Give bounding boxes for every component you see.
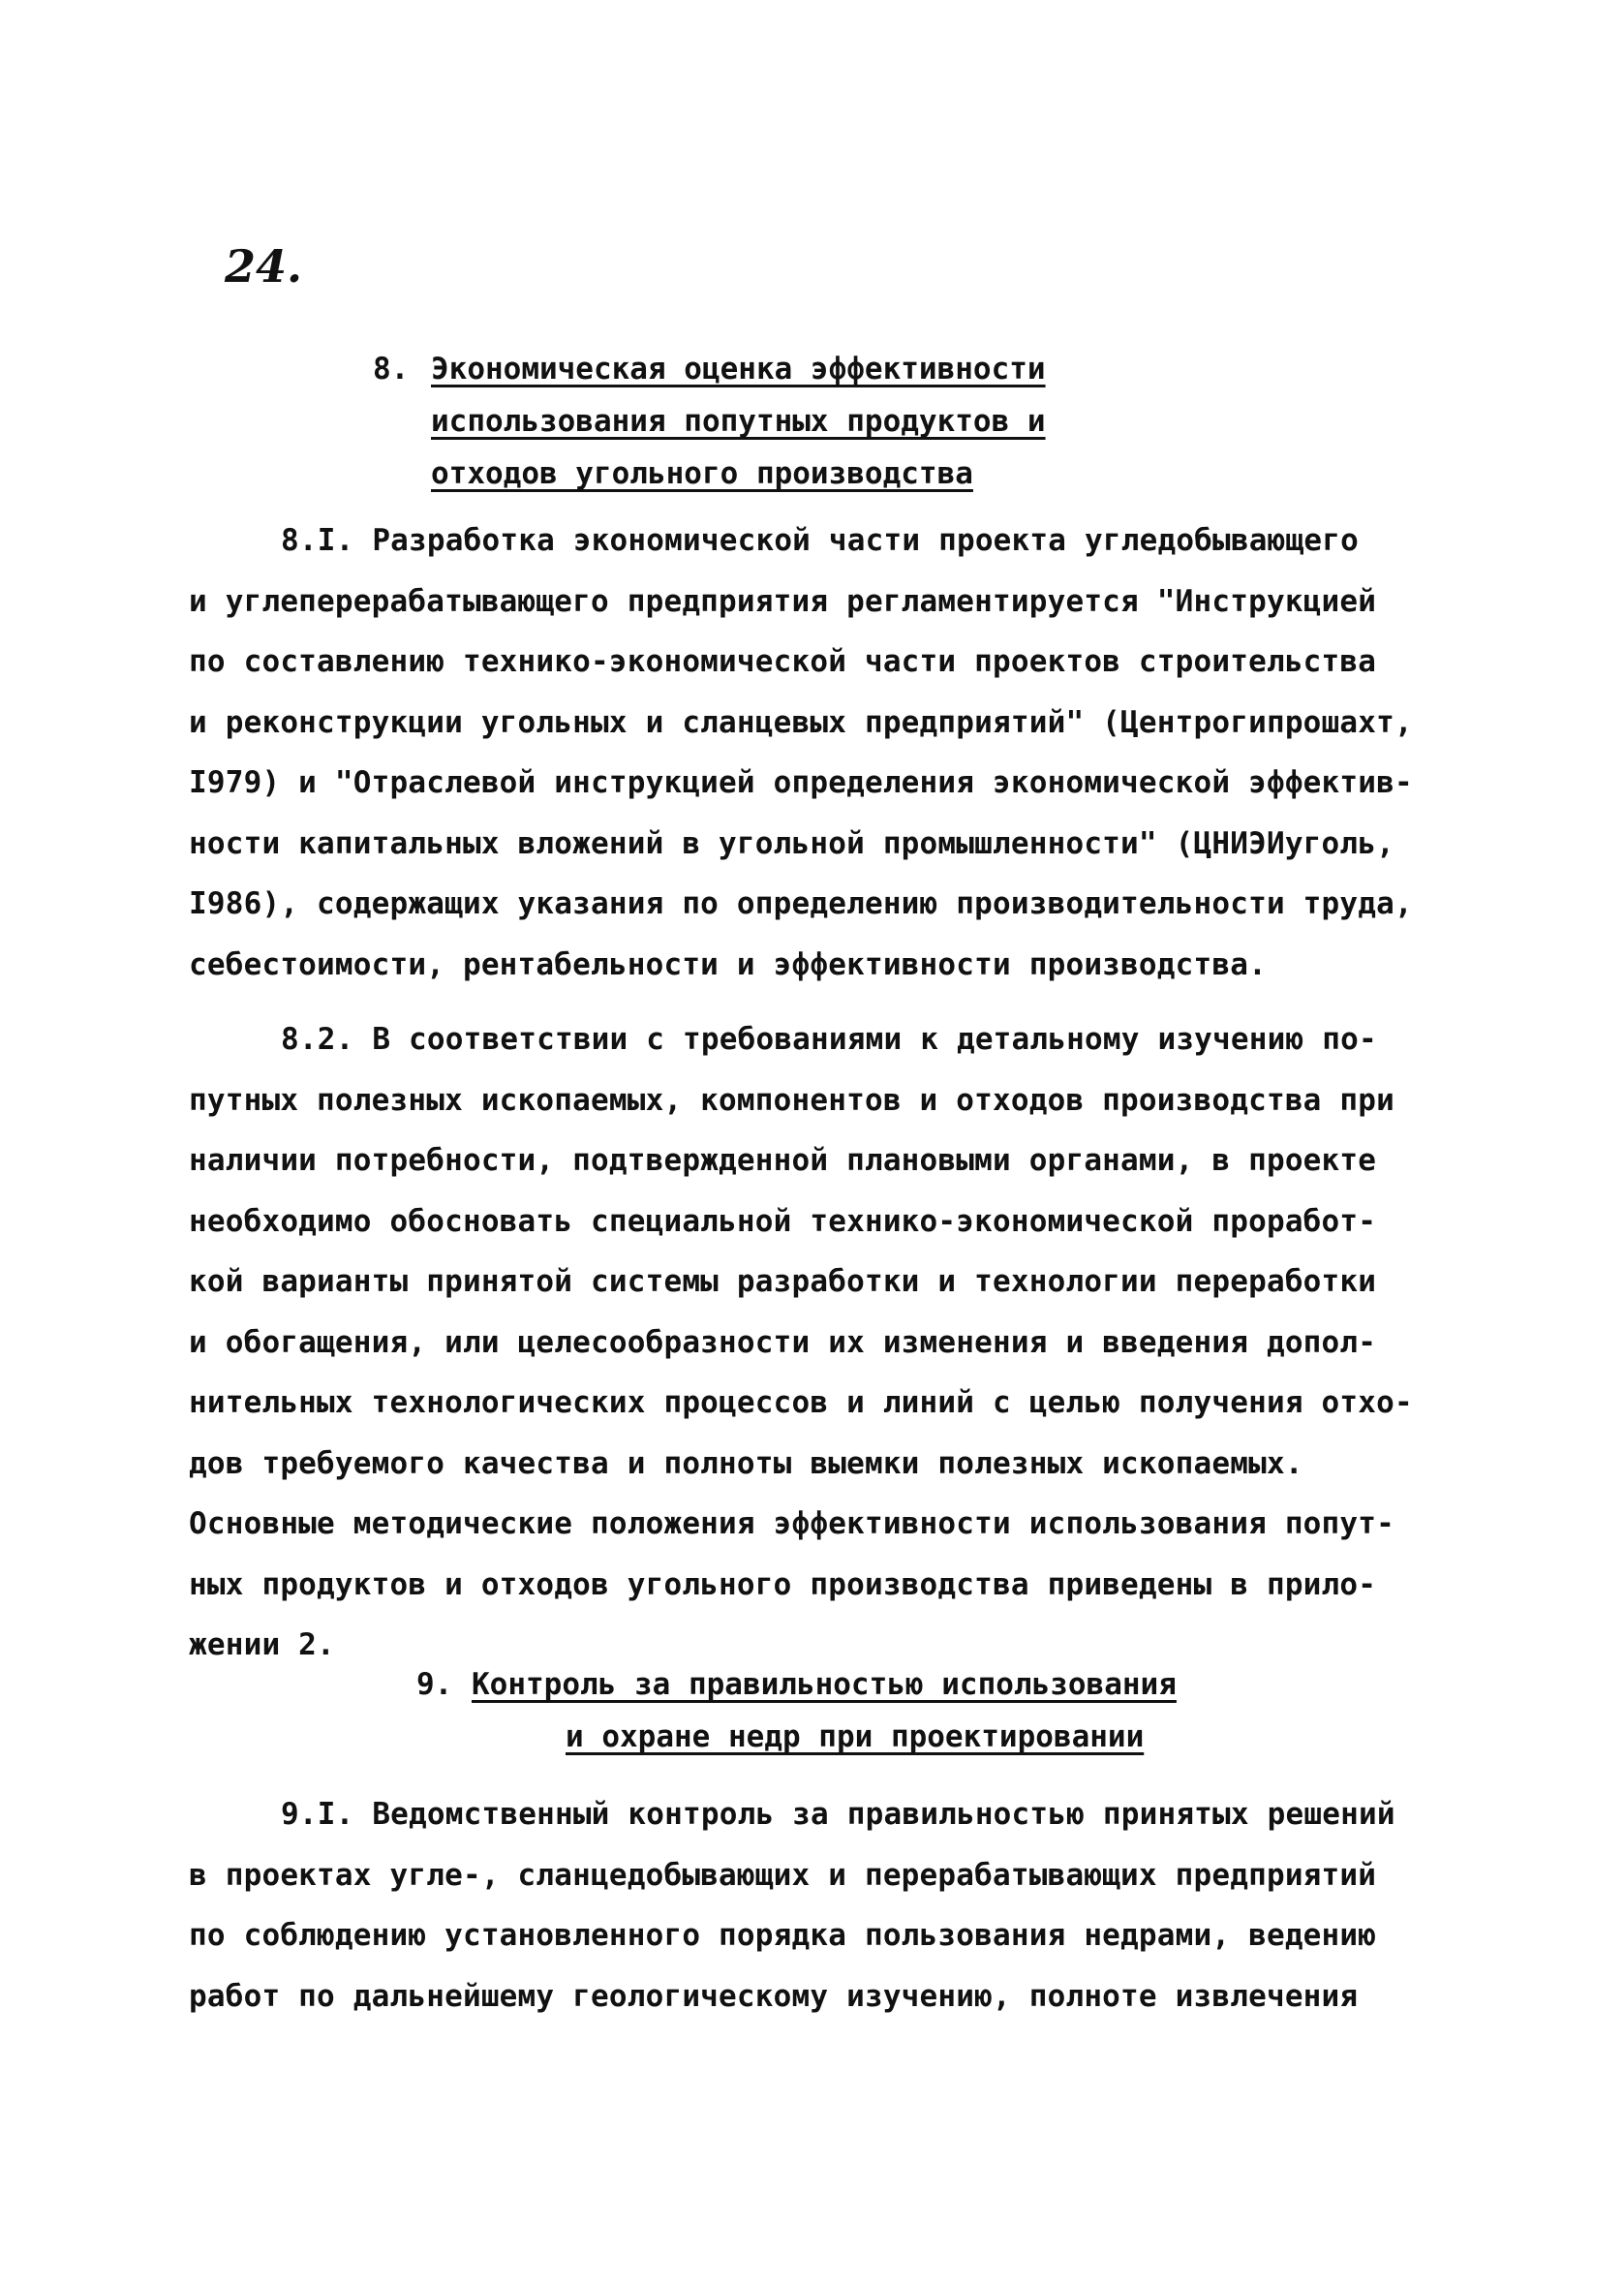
paragraph-line: по составлению технико-экономической части проектов строительства: [189, 644, 1377, 679]
section-8-heading: [373, 343, 1046, 500]
section-9-title-line-2: и охране недр при проектировании: [566, 1719, 1145, 1754]
section-9-number: 9.: [416, 1667, 453, 1702]
paragraph-line: ности капитальных вложений в угольной промышленности" (ЦНИЭИуголь,: [189, 825, 1394, 861]
paragraph-line: Основные методические положения эффективности использования попут-: [189, 1506, 1394, 1541]
paragraph-line: 8.I. Разработка экономической части проекта угледобывающего: [281, 523, 1359, 558]
paragraph-line: и реконструкции угольных и сланцевых предприятий" (Центрогипрошахт,: [189, 704, 1413, 740]
paragraph-line: кой варианты принятой системы разработки и технологии переработки: [189, 1264, 1377, 1299]
paragraph-line: 8.2. В соответствии с требованиями к детальному изучению по-: [281, 1022, 1377, 1057]
paragraph-line: жении 2.: [189, 1627, 335, 1662]
paragraph-line: нительных технологических процессов и линий с целью получения отхо-: [189, 1385, 1413, 1420]
section-8-number: 8.: [373, 352, 410, 386]
paragraph-line: себестоимости, рентабельности и эффективности производства.: [189, 946, 1267, 982]
paragraph-line: I986), содержащих указания по определению производительности труда,: [189, 886, 1413, 921]
paragraph-line: дов требуемого качества и полноты выемки полезных ископаемых.: [189, 1445, 1303, 1481]
paragraph-line: ных продуктов и отходов угольного производства приведены в прило-: [189, 1566, 1377, 1602]
section-9-title-line-1: Контроль за правильностью использования: [472, 1667, 1177, 1702]
paragraph-8-2: [189, 1009, 1438, 1676]
paragraph-line: 9.I. Ведомственный контроль за правильностью принятых решений: [281, 1797, 1395, 1832]
paragraph-line: и углеперерабатывающего предприятия регламентируется "Инструкцией: [189, 583, 1377, 619]
section-8-title-line-1: Экономическая оценка эффективности: [431, 352, 1046, 386]
paragraph-line: по соблюдению установленного порядка пользования недрами, ведению: [189, 1918, 1377, 1953]
paragraph-8-1: [189, 510, 1438, 995]
paragraph-line: работ по дальнейшему геологическому изучению, полноте извлечения: [189, 1978, 1359, 2014]
paragraph-line: и обогащения, или целесообразности их изменения и введения допол-: [189, 1324, 1377, 1360]
paragraph-line: I979) и "Отраслевой инструкцией определения экономической эффектив-: [189, 765, 1413, 800]
section-9-heading: [416, 1658, 1177, 1763]
paragraph-9-1: [189, 1784, 1438, 2026]
section-8-title-line-2: использования попутных продуктов и: [431, 404, 1046, 439]
section-8-title-line-3: отходов угольного производства: [431, 456, 973, 491]
page-number: 24.: [225, 240, 303, 293]
paragraph-line: в проектах угле-, сланцедобывающих и перерабатывающих предприятий: [189, 1857, 1377, 1893]
paragraph-line: наличии потребности, подтвержденной плановыми органами, в проекте: [189, 1143, 1377, 1178]
paragraph-line: необходимо обосновать специальной технико-экономической проработ-: [189, 1203, 1377, 1239]
paragraph-line: путных полезных ископаемых, компонентов и отходов производства при: [189, 1082, 1394, 1118]
